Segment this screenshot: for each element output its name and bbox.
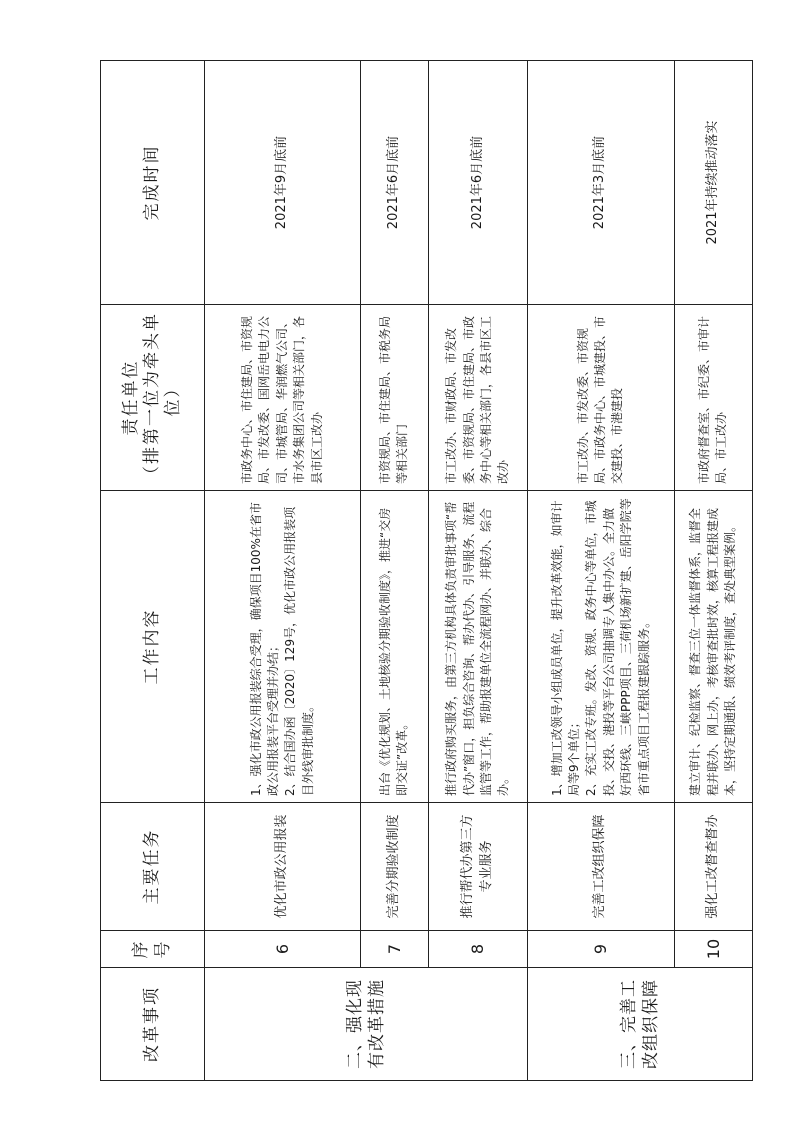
category-cell: 二、强化现有改革措施: [205, 968, 527, 1081]
content-line: 建立审计、纪检监察、督查三位一体监督体系，监督全程并联办、网上办，考核审查批时效，核算工程报建成本，坚持定期通报、绩效考评制度，查处典型案例。: [688, 507, 738, 796]
reform-table-rotated: [100, 61, 753, 1081]
deadline: 2021年6月底前: [360, 61, 429, 305]
work-content: [429, 491, 527, 803]
content-line: 出台《优化规划、土地核验分期验收制度》，推进“交房即交证”改革。: [378, 507, 410, 796]
content-line: 2、结合国办函〔2020〕129号，优化市政公用报装项目外线审批制度。: [283, 506, 315, 796]
table-row-10: [674, 61, 752, 1081]
content-line: 1、增加工改领导小组成员单位，提升改革效能，如审计局等9个单位；: [549, 500, 581, 796]
header-main-task: 主要任务: [101, 803, 205, 931]
table-row-6: [205, 61, 360, 1081]
content-line: 2、充实工改专班。发改、资规、政务中心等单位，市城投、交投、港投等平台公司抽调专人集中办公。全力做好西环线、三峡PPP项目、三荷机场新扩建、岳阳学院等省市重点项目工程报建跟踪服务。: [584, 498, 651, 796]
responsible-unit: 市工改办、市财政局、市发改委、市资规局、市住建局、市政务中心等相关部门，各县市区工改办: [429, 305, 527, 491]
table-row-8: [429, 61, 527, 1081]
row-number: 10: [674, 931, 752, 968]
header-row: [101, 61, 205, 1081]
category-cell: 三、完善工改组织保障: [527, 968, 752, 1081]
deadline: 2021年3月底前: [527, 61, 674, 305]
work-content: [527, 491, 674, 803]
row-number: 8: [429, 931, 527, 968]
main-task: 推行帮代办第三方专业服务: [429, 803, 527, 931]
responsible-unit: 市资规局、市住建局、市税务局等相关部门: [360, 305, 429, 491]
main-task: 强化工改督查督办: [674, 803, 752, 931]
main-task: 优化市政公用报装: [205, 803, 360, 931]
header-content: 工作内容: [101, 491, 205, 803]
header-category: 改革事项: [101, 968, 205, 1081]
work-content: [360, 491, 429, 803]
deadline: 2021年9月底前: [205, 61, 360, 305]
work-content: [674, 491, 752, 803]
responsible-unit: 市工改办、市发改委、市资规局、市政务中心、市城建投、市交建投、市港建投: [527, 305, 674, 491]
responsible-unit: 市政务中心、市住建局、市资规局、市发改委、国网岳电电力公司、市城管局、华润燃气公司、市水务集团公司等相关部门，各县市区工改办: [205, 305, 360, 491]
table-row-7: [360, 61, 429, 1081]
reform-task-table: [100, 60, 753, 1081]
main-task: 完善工改组织保障: [527, 803, 674, 931]
responsible-unit: 市政府督查室、市纪委、市审计局、市工改办: [674, 305, 752, 491]
deadline: 2021年持续推动落实: [674, 61, 752, 305]
row-number: 9: [527, 931, 674, 968]
table-row-9: [527, 61, 674, 1081]
header-unit-line2: （排第一位为牵头单位）: [142, 312, 184, 483]
header-deadline: 完成时间: [101, 61, 205, 305]
content-line: 推行政府购买服务，由第三方机构具体负责审批事项“帮代办”窗口，担负综合咨询、帮办代办、引导服务、流程监管等工作，帮助报建单位全流程网办、并联办、综合办。: [444, 501, 511, 796]
content-line: 1、强化市政公用报装综合受理，确保项目100%在省市政公用报装平台受理并办结；: [248, 502, 281, 796]
header-responsible-unit: [101, 305, 205, 491]
header-number: 序号: [101, 931, 205, 968]
row-number: 7: [360, 931, 429, 968]
row-number: 6: [205, 931, 360, 968]
main-task: 完善分期验收制度: [360, 803, 429, 931]
deadline: 2021年6月底前: [429, 61, 527, 305]
work-content: [205, 491, 360, 803]
header-unit-line1: 责任单位: [120, 359, 141, 436]
